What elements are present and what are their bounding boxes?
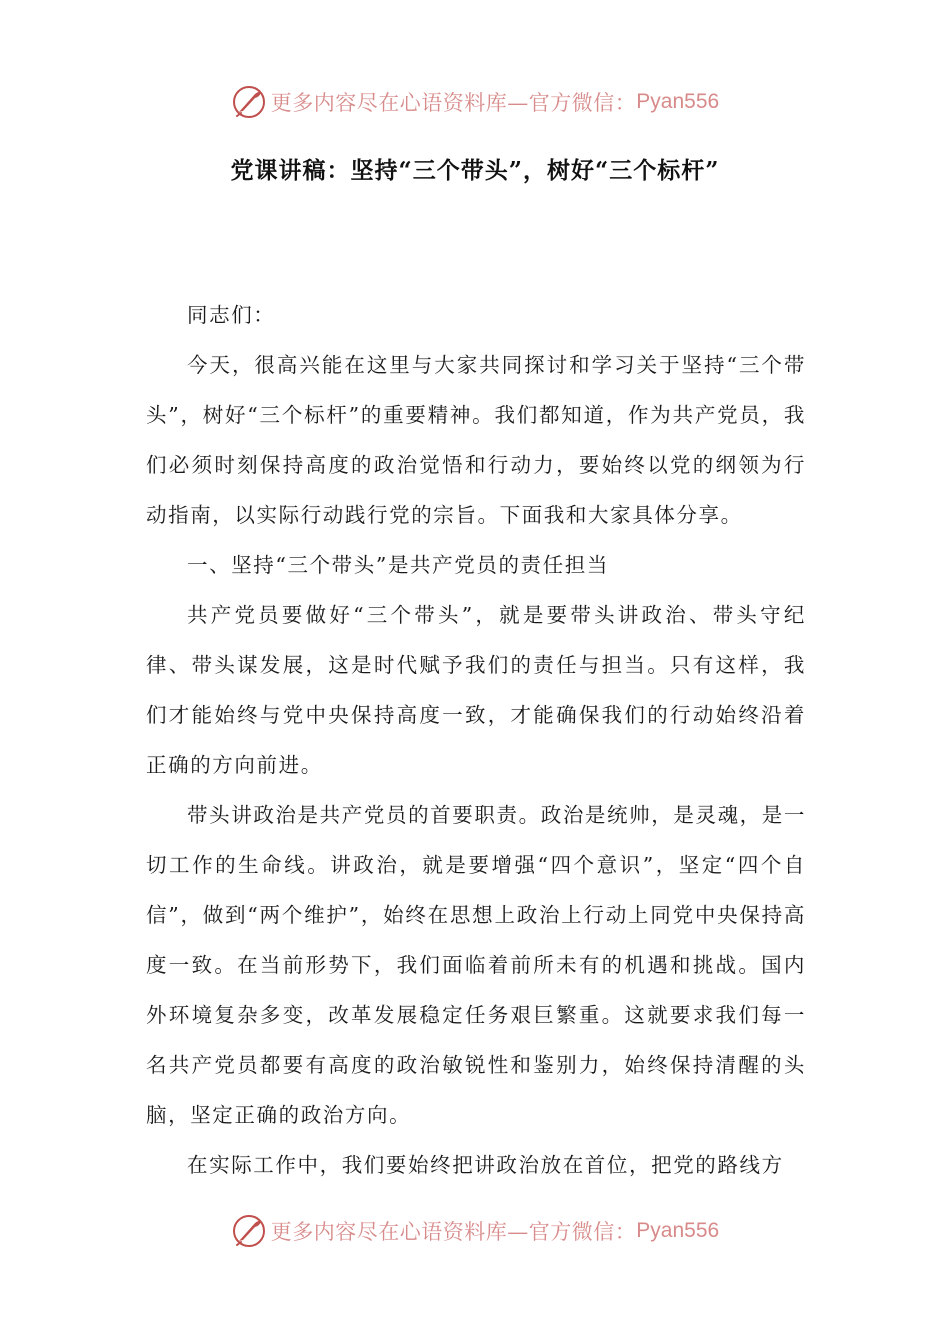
watermark-header — [0, 82, 950, 122]
paragraph: 带头讲政治是共产党员的首要职责。政治是统帅，是灵魂，是一切工作的生命线。讲政治，就是要增强“四个意识”，坚定“四个自信”，做到“两个维护”，始终在思想上政治上行动上同党中央保持高度一致。在当前形势下，我们面临着前所未有的机遇和挑战。国内外环境复杂多变，改革发展稳定任务艰巨繁重。这就要求我们每一名共产党员都要有高度的政治敏锐性和鉴别力，始终保持清醒的头脑，坚定正确的政治方向。 — [146, 803, 806, 1127]
document-body — [146, 290, 806, 1190]
quill-pen-icon — [231, 1213, 267, 1249]
quill-pen-icon — [231, 84, 267, 120]
paragraph: 在实际工作中，我们要始终把讲政治放在首位，把党的路线方 — [187, 1153, 784, 1177]
salutation: 同志们： — [187, 303, 276, 327]
watermark-text: 更多内容尽在心语资料库—官方微信： — [270, 1220, 637, 1244]
watermark-wechat-id: Pyan556 — [636, 1219, 720, 1242]
paragraph-intro: 今天，很高兴能在这里与大家共同探讨和学习关于坚持“三个带头”，树好“三个标杆”的重要精神。我们都知道，作为共产党员，我们必须时刻保持高度的政治觉悟和行动力，要始终以党的纲领为行动指南，以实际行动践行党的宗旨。下面我和大家具体分享。 — [146, 353, 806, 527]
paragraph: 共产党员要做好“三个带头”，就是要带头讲政治、带头守纪律、带头谋发展，这是时代赋予我们的责任与担当。只有这样，我们才能始终与党中央保持高度一致，才能确保我们的行动始终沿着正确的方向前进。 — [146, 603, 806, 777]
watermark-wechat-id: Pyan556 — [636, 90, 720, 113]
watermark-footer — [0, 1211, 950, 1251]
document-title: 党课讲稿：坚持“三个带头”，树好“三个标杆” — [230, 157, 720, 184]
section-heading-1: 一、坚持“三个带头”是共产党员的责任担当 — [187, 553, 609, 577]
watermark-text: 更多内容尽在心语资料库—官方微信： — [270, 91, 637, 115]
